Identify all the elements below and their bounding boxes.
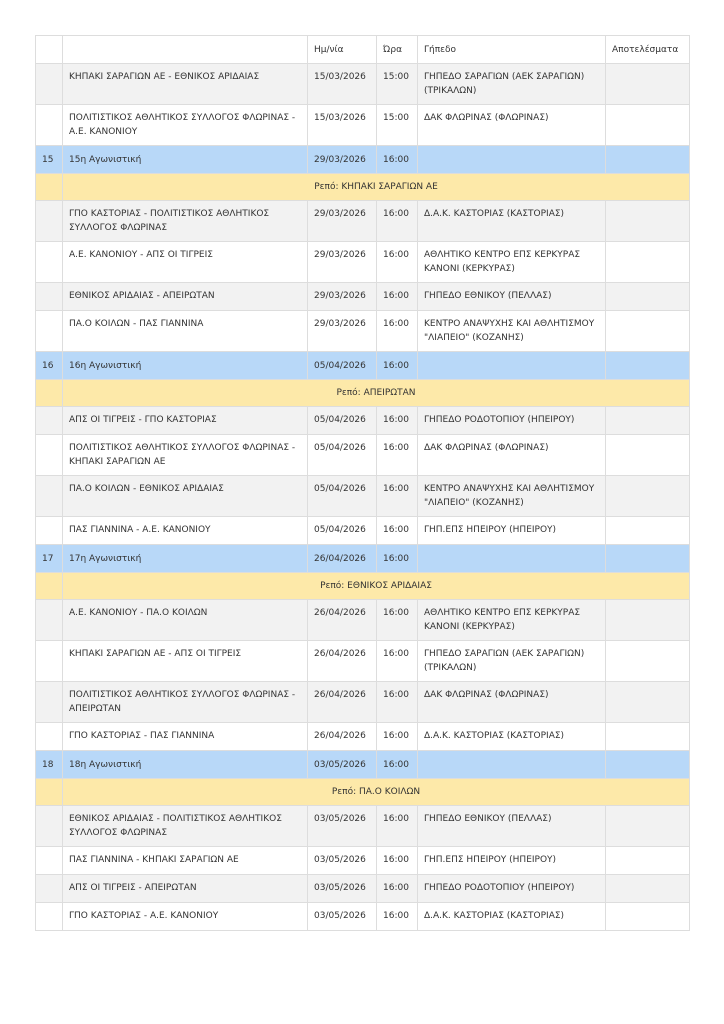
round-time: 16:00: [377, 751, 418, 779]
match-row: [36, 311, 690, 352]
match-result: [606, 435, 690, 476]
match-number: [36, 242, 63, 283]
match-date: 03/05/2026: [308, 903, 377, 931]
match-row: [36, 64, 690, 105]
match-number: [36, 723, 63, 751]
match-result: [606, 641, 690, 682]
rest-team: Ρεπό: ΚΗΠΑΚΙ ΣΑΡΑΓΙΩΝ ΑΕ: [63, 174, 690, 201]
match-date: 05/04/2026: [308, 435, 377, 476]
match-date: 05/04/2026: [308, 476, 377, 517]
match-venue: ΓΗΠ.ΕΠΣ ΗΠΕΙΡΟΥ (ΗΠΕΙΡΟΥ): [418, 517, 606, 545]
match-time: 16:00: [377, 283, 418, 311]
round-venue: [418, 352, 606, 380]
match-teams: ΚΗΠΑΚΙ ΣΑΡΑΓΙΩΝ ΑΕ - ΑΠΣ ΟΙ ΤΙΓΡΕΙΣ: [63, 641, 308, 682]
match-date: 03/05/2026: [308, 847, 377, 875]
rest-row: [36, 174, 690, 201]
round-label: 15η Αγωνιστική: [63, 146, 308, 174]
match-teams: ΕΘΝΙΚΟΣ ΑΡΙΔΑΙΑΣ - ΠΟΛΙΤΙΣΤΙΚΟΣ ΑΘΛΗΤΙΚΟΣ ΣΥΛΛΟΓΟΣ ΦΛΩΡΙΝΑΣ: [63, 806, 308, 847]
rest-number: [36, 573, 63, 600]
match-number: [36, 476, 63, 517]
match-number: [36, 64, 63, 105]
match-venue: ΚΕΝΤΡΟ ΑΝΑΨΥΧΗΣ ΚΑΙ ΑΘΛΗΤΙΣΜΟΥ "ΛΙΑΠΕΙΟ" (ΚΟΖΑΝΗΣ): [418, 476, 606, 517]
match-result: [606, 283, 690, 311]
round-header-row: [36, 751, 690, 779]
header-venue: Γήπεδο: [418, 36, 606, 64]
rest-team: Ρεπό: ΠΑ.Ο ΚΟΙΛΩΝ: [63, 779, 690, 806]
match-result: [606, 517, 690, 545]
match-date: 29/03/2026: [308, 283, 377, 311]
match-venue: ΓΗΠΕΔΟ ΡΟΔΟΤΟΠΙΟΥ (ΗΠΕΙΡΟΥ): [418, 407, 606, 435]
match-teams: ΠΑ.Ο ΚΟΙΛΩΝ - ΠΑΣ ΓΙΑΝΝΙΝΑ: [63, 311, 308, 352]
match-teams: ΠΟΛΙΤΙΣΤΙΚΟΣ ΑΘΛΗΤΙΚΟΣ ΣΥΛΛΟΓΟΣ ΦΛΩΡΙΝΑΣ - Α.Ε. ΚΑΝΟΝΙΟΥ: [63, 105, 308, 146]
match-time: 15:00: [377, 105, 418, 146]
round-number: 18: [36, 751, 63, 779]
match-date: 15/03/2026: [308, 64, 377, 105]
round-header-row: [36, 545, 690, 573]
match-date: 03/05/2026: [308, 806, 377, 847]
match-venue: ΓΗΠ.ΕΠΣ ΗΠΕΙΡΟΥ (ΗΠΕΙΡΟΥ): [418, 847, 606, 875]
match-row: [36, 435, 690, 476]
match-result: [606, 64, 690, 105]
round-time: 16:00: [377, 146, 418, 174]
round-time: 16:00: [377, 545, 418, 573]
match-number: [36, 201, 63, 242]
match-teams: ΚΗΠΑΚΙ ΣΑΡΑΓΙΩΝ ΑΕ - ΕΘΝΙΚΟΣ ΑΡΙΔΑΙΑΣ: [63, 64, 308, 105]
match-teams: ΠΟΛΙΤΙΣΤΙΚΟΣ ΑΘΛΗΤΙΚΟΣ ΣΥΛΛΟΓΟΣ ΦΛΩΡΙΝΑΣ - ΑΠΕΙΡΩΤΑΝ: [63, 682, 308, 723]
match-result: [606, 682, 690, 723]
match-venue: ΓΗΠΕΔΟ ΣΑΡΑΓΙΩΝ (ΑΕΚ ΣΑΡΑΓΙΩΝ) (ΤΡΙΚΑΛΩΝ): [418, 64, 606, 105]
match-teams: ΠΑΣ ΓΙΑΝΝΙΝΑ - Α.Ε. ΚΑΝΟΝΙΟΥ: [63, 517, 308, 545]
match-teams: ΠΑΣ ΓΙΑΝΝΙΝΑ - ΚΗΠΑΚΙ ΣΑΡΑΓΙΩΝ ΑΕ: [63, 847, 308, 875]
match-date: 26/04/2026: [308, 682, 377, 723]
match-result: [606, 806, 690, 847]
match-number: [36, 875, 63, 903]
match-number: [36, 806, 63, 847]
match-result: [606, 723, 690, 751]
match-date: 05/04/2026: [308, 517, 377, 545]
match-row: [36, 641, 690, 682]
match-time: 16:00: [377, 903, 418, 931]
match-row: [36, 903, 690, 931]
match-number: [36, 517, 63, 545]
match-number: [36, 311, 63, 352]
rest-number: [36, 380, 63, 407]
match-date: 05/04/2026: [308, 407, 377, 435]
match-venue: Δ.Α.Κ. ΚΑΣΤΟΡΙΑΣ (ΚΑΣΤΟΡΙΑΣ): [418, 723, 606, 751]
match-result: [606, 105, 690, 146]
rest-number: [36, 779, 63, 806]
header-result: Αποτελέσματα: [606, 36, 690, 64]
round-date: 26/04/2026: [308, 545, 377, 573]
match-row: [36, 105, 690, 146]
match-number: [36, 407, 63, 435]
rest-row: [36, 380, 690, 407]
round-result: [606, 352, 690, 380]
match-venue: ΓΗΠΕΔΟ ΣΑΡΑΓΙΩΝ (ΑΕΚ ΣΑΡΑΓΙΩΝ) (ΤΡΙΚΑΛΩΝ): [418, 641, 606, 682]
match-row: [36, 517, 690, 545]
match-result: [606, 600, 690, 641]
match-row: [36, 283, 690, 311]
match-number: [36, 435, 63, 476]
match-row: [36, 806, 690, 847]
match-venue: ΔΑΚ ΦΛΩΡΙΝΑΣ (ΦΛΩΡΙΝΑΣ): [418, 105, 606, 146]
match-result: [606, 847, 690, 875]
round-date: 05/04/2026: [308, 352, 377, 380]
match-result: [606, 476, 690, 517]
match-time: 16:00: [377, 875, 418, 903]
fixtures-table: [35, 35, 690, 931]
match-time: 15:00: [377, 64, 418, 105]
match-date: 26/04/2026: [308, 641, 377, 682]
match-number: [36, 682, 63, 723]
match-row: [36, 600, 690, 641]
match-result: [606, 242, 690, 283]
header-number: [36, 36, 63, 64]
round-result: [606, 545, 690, 573]
match-date: 15/03/2026: [308, 105, 377, 146]
match-teams: ΓΠΟ ΚΑΣΤΟΡΙΑΣ - Α.Ε. ΚΑΝΟΝΙΟΥ: [63, 903, 308, 931]
rest-team: Ρεπό: ΑΠΕΙΡΩΤΑΝ: [63, 380, 690, 407]
match-venue: ΓΗΠΕΔΟ ΕΘΝΙΚΟΥ (ΠΕΛΛΑΣ): [418, 806, 606, 847]
header-time: Ώρα: [377, 36, 418, 64]
match-row: [36, 476, 690, 517]
match-venue: ΚΕΝΤΡΟ ΑΝΑΨΥΧΗΣ ΚΑΙ ΑΘΛΗΤΙΣΜΟΥ "ΛΙΑΠΕΙΟ" (ΚΟΖΑΝΗΣ): [418, 311, 606, 352]
round-date: 03/05/2026: [308, 751, 377, 779]
match-number: [36, 105, 63, 146]
match-time: 16:00: [377, 517, 418, 545]
round-result: [606, 146, 690, 174]
round-venue: [418, 545, 606, 573]
round-date: 29/03/2026: [308, 146, 377, 174]
match-teams: ΑΠΣ ΟΙ ΤΙΓΡΕΙΣ - ΑΠΕΙΡΩΤΑΝ: [63, 875, 308, 903]
round-time: 16:00: [377, 352, 418, 380]
match-time: 16:00: [377, 847, 418, 875]
match-time: 16:00: [377, 600, 418, 641]
round-label: 18η Αγωνιστική: [63, 751, 308, 779]
match-venue: Δ.Α.Κ. ΚΑΣΤΟΡΙΑΣ (ΚΑΣΤΟΡΙΑΣ): [418, 903, 606, 931]
rest-number: [36, 174, 63, 201]
match-date: 29/03/2026: [308, 311, 377, 352]
match-venue: ΓΗΠΕΔΟ ΕΘΝΙΚΟΥ (ΠΕΛΛΑΣ): [418, 283, 606, 311]
header-date: Ημ/νία: [308, 36, 377, 64]
round-venue: [418, 751, 606, 779]
match-result: [606, 407, 690, 435]
match-number: [36, 600, 63, 641]
match-result: [606, 311, 690, 352]
round-number: 15: [36, 146, 63, 174]
match-row: [36, 847, 690, 875]
match-teams: ΓΠΟ ΚΑΣΤΟΡΙΑΣ - ΠΑΣ ΓΙΑΝΝΙΝΑ: [63, 723, 308, 751]
match-row: [36, 875, 690, 903]
match-teams: ΕΘΝΙΚΟΣ ΑΡΙΔΑΙΑΣ - ΑΠΕΙΡΩΤΑΝ: [63, 283, 308, 311]
match-time: 16:00: [377, 407, 418, 435]
match-time: 16:00: [377, 806, 418, 847]
round-header-row: [36, 146, 690, 174]
match-result: [606, 201, 690, 242]
match-teams: ΠΟΛΙΤΙΣΤΙΚΟΣ ΑΘΛΗΤΙΚΟΣ ΣΥΛΛΟΓΟΣ ΦΛΩΡΙΝΑΣ - ΚΗΠΑΚΙ ΣΑΡΑΓΙΩΝ ΑΕ: [63, 435, 308, 476]
match-venue: ΑΘΛΗΤΙΚΟ ΚΕΝΤΡΟ ΕΠΣ ΚΕΡΚΥΡΑΣ ΚΑΝΟΝΙ (ΚΕΡΚΥΡΑΣ): [418, 600, 606, 641]
round-number: 16: [36, 352, 63, 380]
match-date: 29/03/2026: [308, 242, 377, 283]
round-venue: [418, 146, 606, 174]
fixtures-body: [36, 64, 690, 931]
match-time: 16:00: [377, 201, 418, 242]
match-row: [36, 723, 690, 751]
round-label: 17η Αγωνιστική: [63, 545, 308, 573]
match-venue: ΔΑΚ ΦΛΩΡΙΝΑΣ (ΦΛΩΡΙΝΑΣ): [418, 682, 606, 723]
match-row: [36, 242, 690, 283]
rest-row: [36, 573, 690, 600]
match-teams: Α.Ε. ΚΑΝΟΝΙΟΥ - ΑΠΣ ΟΙ ΤΙΓΡΕΙΣ: [63, 242, 308, 283]
rest-row: [36, 779, 690, 806]
match-date: 26/04/2026: [308, 600, 377, 641]
header-match: [63, 36, 308, 64]
match-time: 16:00: [377, 641, 418, 682]
match-time: 16:00: [377, 311, 418, 352]
match-result: [606, 903, 690, 931]
match-date: 03/05/2026: [308, 875, 377, 903]
rest-team: Ρεπό: ΕΘΝΙΚΟΣ ΑΡΙΔΑΙΑΣ: [63, 573, 690, 600]
match-number: [36, 847, 63, 875]
match-row: [36, 682, 690, 723]
match-teams: ΓΠΟ ΚΑΣΤΟΡΙΑΣ - ΠΟΛΙΤΙΣΤΙΚΟΣ ΑΘΛΗΤΙΚΟΣ ΣΥΛΛΟΓΟΣ ΦΛΩΡΙΝΑΣ: [63, 201, 308, 242]
round-result: [606, 751, 690, 779]
match-teams: ΠΑ.Ο ΚΟΙΛΩΝ - ΕΘΝΙΚΟΣ ΑΡΙΔΑΙΑΣ: [63, 476, 308, 517]
match-time: 16:00: [377, 682, 418, 723]
table-header: [36, 36, 690, 64]
match-date: 26/04/2026: [308, 723, 377, 751]
match-venue: ΓΗΠΕΔΟ ΡΟΔΟΤΟΠΙΟΥ (ΗΠΕΙΡΟΥ): [418, 875, 606, 903]
match-time: 16:00: [377, 476, 418, 517]
round-number: 17: [36, 545, 63, 573]
match-row: [36, 407, 690, 435]
match-venue: ΔΑΚ ΦΛΩΡΙΝΑΣ (ΦΛΩΡΙΝΑΣ): [418, 435, 606, 476]
match-number: [36, 283, 63, 311]
match-row: [36, 201, 690, 242]
match-time: 16:00: [377, 435, 418, 476]
match-number: [36, 641, 63, 682]
match-date: 29/03/2026: [308, 201, 377, 242]
match-venue: ΑΘΛΗΤΙΚΟ ΚΕΝΤΡΟ ΕΠΣ ΚΕΡΚΥΡΑΣ ΚΑΝΟΝΙ (ΚΕΡΚΥΡΑΣ): [418, 242, 606, 283]
match-result: [606, 875, 690, 903]
match-teams: Α.Ε. ΚΑΝΟΝΙΟΥ - ΠΑ.Ο ΚΟΙΛΩΝ: [63, 600, 308, 641]
round-header-row: [36, 352, 690, 380]
round-label: 16η Αγωνιστική: [63, 352, 308, 380]
match-teams: ΑΠΣ ΟΙ ΤΙΓΡΕΙΣ - ΓΠΟ ΚΑΣΤΟΡΙΑΣ: [63, 407, 308, 435]
match-venue: Δ.Α.Κ. ΚΑΣΤΟΡΙΑΣ (ΚΑΣΤΟΡΙΑΣ): [418, 201, 606, 242]
match-number: [36, 903, 63, 931]
match-time: 16:00: [377, 242, 418, 283]
match-time: 16:00: [377, 723, 418, 751]
